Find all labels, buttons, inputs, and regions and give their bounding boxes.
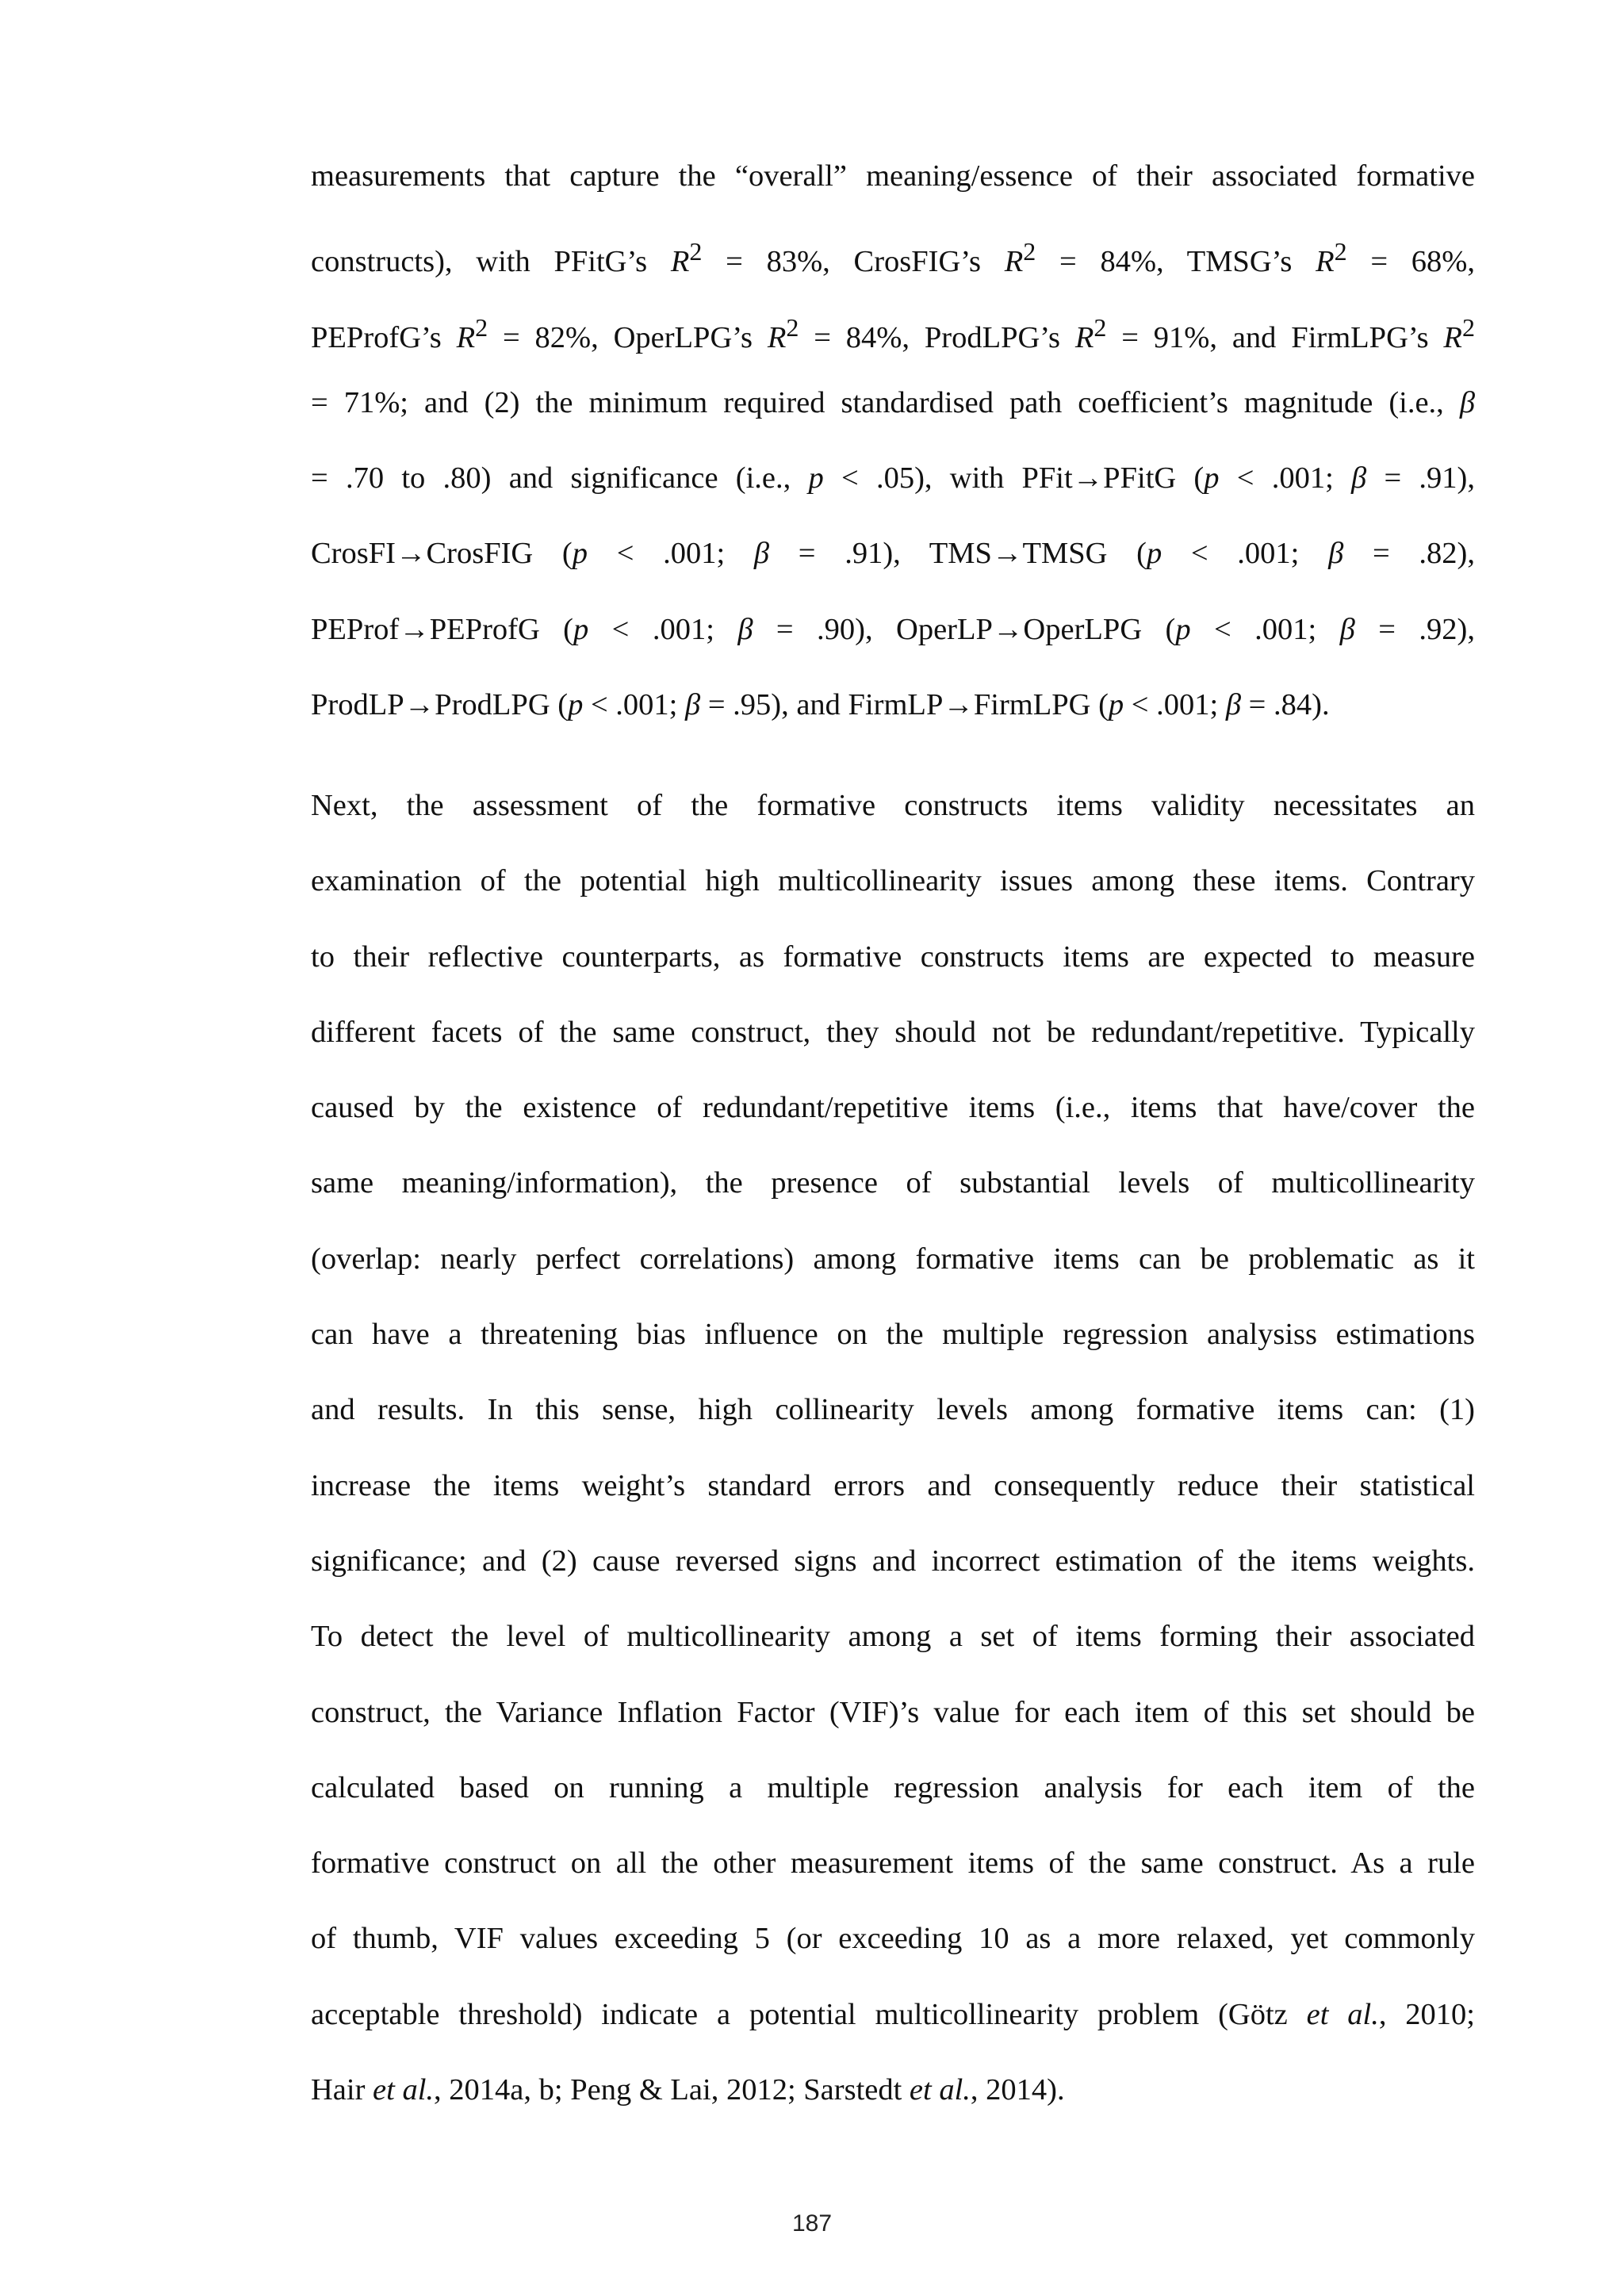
paragraph-2-line-18: Hair et al., 2014a, b; Peng & Lai, 2012; Sarstedt et al., 2014). (311, 2073, 1065, 2107)
paragraph-1-line-1: measurements that capture the “overall” meaning/essence of their associated formative (311, 159, 1475, 193)
paragraph-1-line-4: = 71%; and (2) the minimum required standardised path coefficient’s magnitude (i.e., β (311, 385, 1475, 419)
paragraph-1 (311, 139, 1475, 743)
page-number: 187 (791, 2210, 833, 2237)
paragraph-2-line-2: examination of the potential high multicollinearity issues among these items. Contrary (311, 864, 1475, 898)
paragraph-2-line-11: significance; and (2) cause reversed signs and incorrect estimation of the items weights. (311, 1544, 1475, 1578)
paragraph-2-line-9: and results. In this sense, high collinearity levels among formative items can: (1) (311, 1393, 1475, 1427)
paragraph-2-line-17: acceptable threshold) indicate a potential multicollinearity problem (Götz et al., 2010; (311, 1997, 1476, 2031)
paragraph-1-line-7: PEProf→PEProfG (p < .001; β = .90), OperLP→OperLPG (p < .001; β = .92), (311, 612, 1475, 646)
paragraph-2-line-15: formative construct on all the other measurement items of the same construct. As a rule (311, 1846, 1475, 1881)
paragraph-1-line-5: = .70 to .80) and significance (i.e., p < .05), with PFit→PFitG (p < .001; β = .91), (311, 461, 1475, 496)
paragraph-2-line-1: Next, the assessment of the formative constructs items validity necessitates an (311, 789, 1475, 822)
paragraph-2-line-10: increase the items weight’s standard errors and consequently reduce their statistical (311, 1468, 1475, 1502)
paragraph-1-line-2: constructs), with PFitG’s $R^2 = 83\%$, CrosFIG’s $R^2 = 84\%$, TMSG’s $R^2 = 68\%$, (311, 237, 1475, 279)
paragraph-2-line-14: calculated based on running a multiple regression analysis for each item of the (311, 1770, 1475, 1804)
paragraph-1-line-6: CrosFI→CrosFIG (p < .001; β = .91), TMS→TMSG (p < .001; β = .82), (311, 537, 1475, 571)
paragraph-1-line-3: PEProfG’s $R^2 = 82\%$, OperLPG’s $R^2 = 84\%$, ProdLPG’s $R^2 = 91\%$, and FirmLPG’s $R^2$ (311, 312, 1475, 354)
paragraph-2-line-5: caused by the existence of redundant/repetitive items (i.e., items that have/cover the (311, 1091, 1475, 1125)
paragraph-2-line-16: of thumb, VIF values exceeding 5 (or exceeding 10 as a more relaxed, yet commonly (311, 1922, 1475, 1956)
paragraph-2-line-12: To detect the level of multicollinearity among a set of items forming their associated (311, 1620, 1475, 1654)
paragraph-2-line-7: (overlap: nearly perfect correlations) among formative items can be problematic as it (311, 1242, 1475, 1276)
paragraph-2-line-13: construct, the Variance Inflation Factor (VIF)’s value for each item of this set should be (311, 1695, 1475, 1729)
paragraph-2-line-3: to their reflective counterparts, as formative constructs items are expected to measure (311, 939, 1475, 974)
paragraph-2-line-4: different facets of the same construct, they should not be redundant/repetitive. Typically (311, 1015, 1475, 1049)
paragraph-1-line-8: ProdLP→ProdLPG (p < .001; β = .95), and FirmLP→FirmLPG (p < .001; β = .84). (311, 688, 1330, 722)
paragraph-2-line-6: same meaning/information), the presence of substantial levels of multicollinearity (311, 1166, 1475, 1200)
paragraph-2-line-8: can have a threatening bias influence on the multiple regression analysiss estimations (311, 1318, 1475, 1352)
paragraph-2 (311, 768, 1475, 2128)
